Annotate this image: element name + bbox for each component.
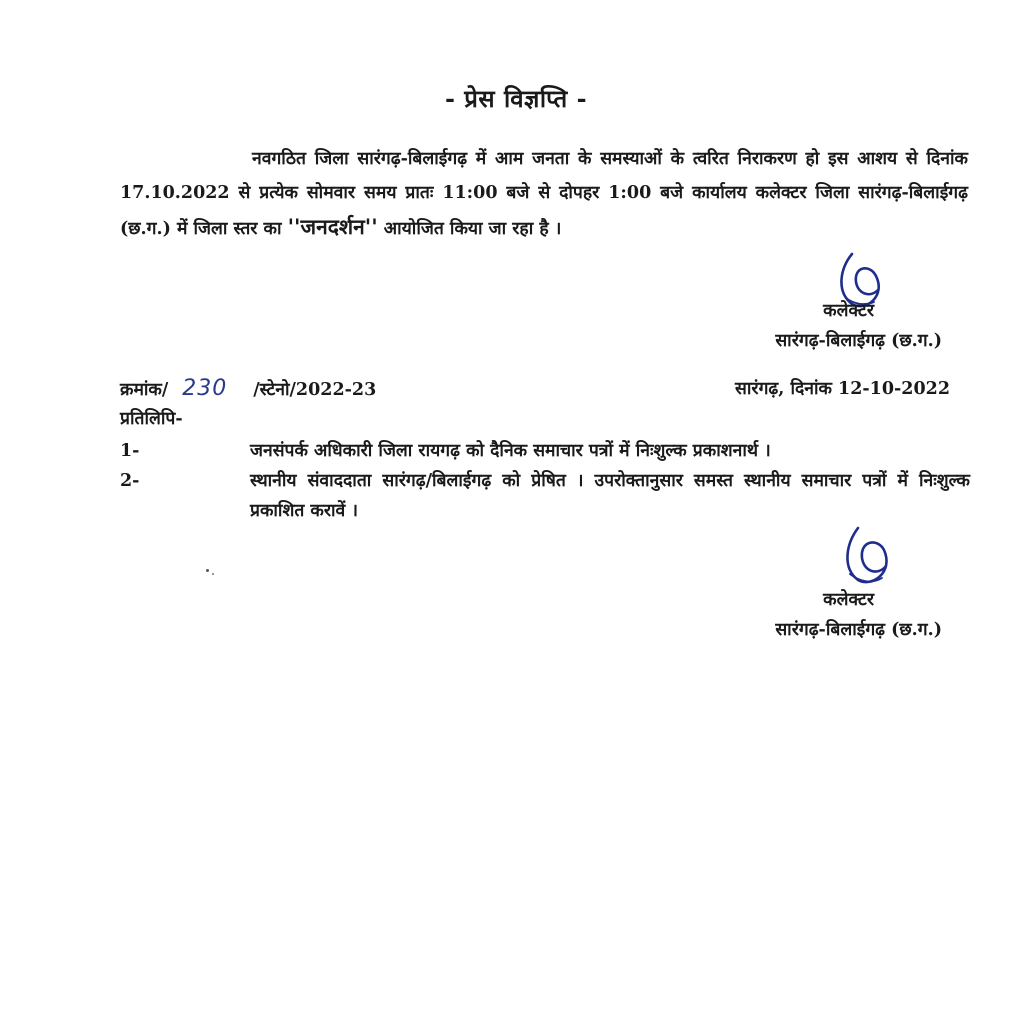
reference-handwritten-number: 230 [182, 376, 228, 401]
collector-place: सारंगढ़-बिलाईगढ़ (छ.ग.) [775, 620, 942, 640]
body-paragraph [120, 142, 968, 246]
signature-2-icon [836, 524, 896, 588]
reference-line [120, 376, 950, 406]
body-text-part1: नवगठित जिला सारंगढ़-बिलाईगढ़ में आम जनता के समस्याओं के त्वरित निराकरण हो इस आशय से दिनांक 17.10.2022 से प्रत्येक सोमवार समय प्रातः 11:00 बजे से दोपहर 1:00 बजे कार्यालय कलेक्टर जिला सारंगढ़-बिलाईगढ़ (छ.ग.) में जिला स्तर का [120, 149, 968, 239]
signature-block-1 [682, 296, 942, 356]
collector-designation: कलेक्टर [823, 301, 874, 321]
signature-block-2 [682, 585, 942, 645]
copy-to-item [120, 466, 970, 526]
reference-place-date: सारंगढ़, दिनांक 12-10-2022 [735, 379, 950, 399]
scan-speck [206, 569, 209, 572]
reference-number [120, 376, 376, 401]
copy-item-text: स्थानीय संवाददाता सारंगढ़/बिलाईगढ़ को प्रेषित । उपरोक्तानुसार समस्त स्थानीय समाचार पत्रों में निःशुल्क प्रकाशित करावें । [250, 471, 970, 521]
collector-place: सारंगढ़-बिलाईगढ़ (छ.ग.) [775, 331, 942, 351]
copy-item-number: 2- [120, 471, 140, 491]
collector-designation: कलेक्टर [823, 590, 874, 610]
reference-suffix: /स्टेनो/2022-23 [253, 380, 377, 400]
copy-to-item [120, 436, 970, 466]
page-title: - प्रेस विज्ञप्ति - [444, 84, 588, 113]
copy-to-heading: प्रतिलिपि- [120, 409, 183, 429]
scan-speck [212, 573, 214, 575]
body-text-part2: आयोजित किया जा रहा है । [383, 219, 562, 239]
copy-item-number: 1- [120, 441, 140, 461]
reference-prefix: क्रमांक/ [120, 380, 169, 400]
copy-item-text: जनसंपर्क अधिकारी जिला रायगढ़ को दैनिक समाचार पत्रों में निःशुल्क प्रकाशनार्थ । [250, 441, 771, 461]
body-emphasis-janadarshan: ''जनदर्शन'' [287, 214, 378, 239]
